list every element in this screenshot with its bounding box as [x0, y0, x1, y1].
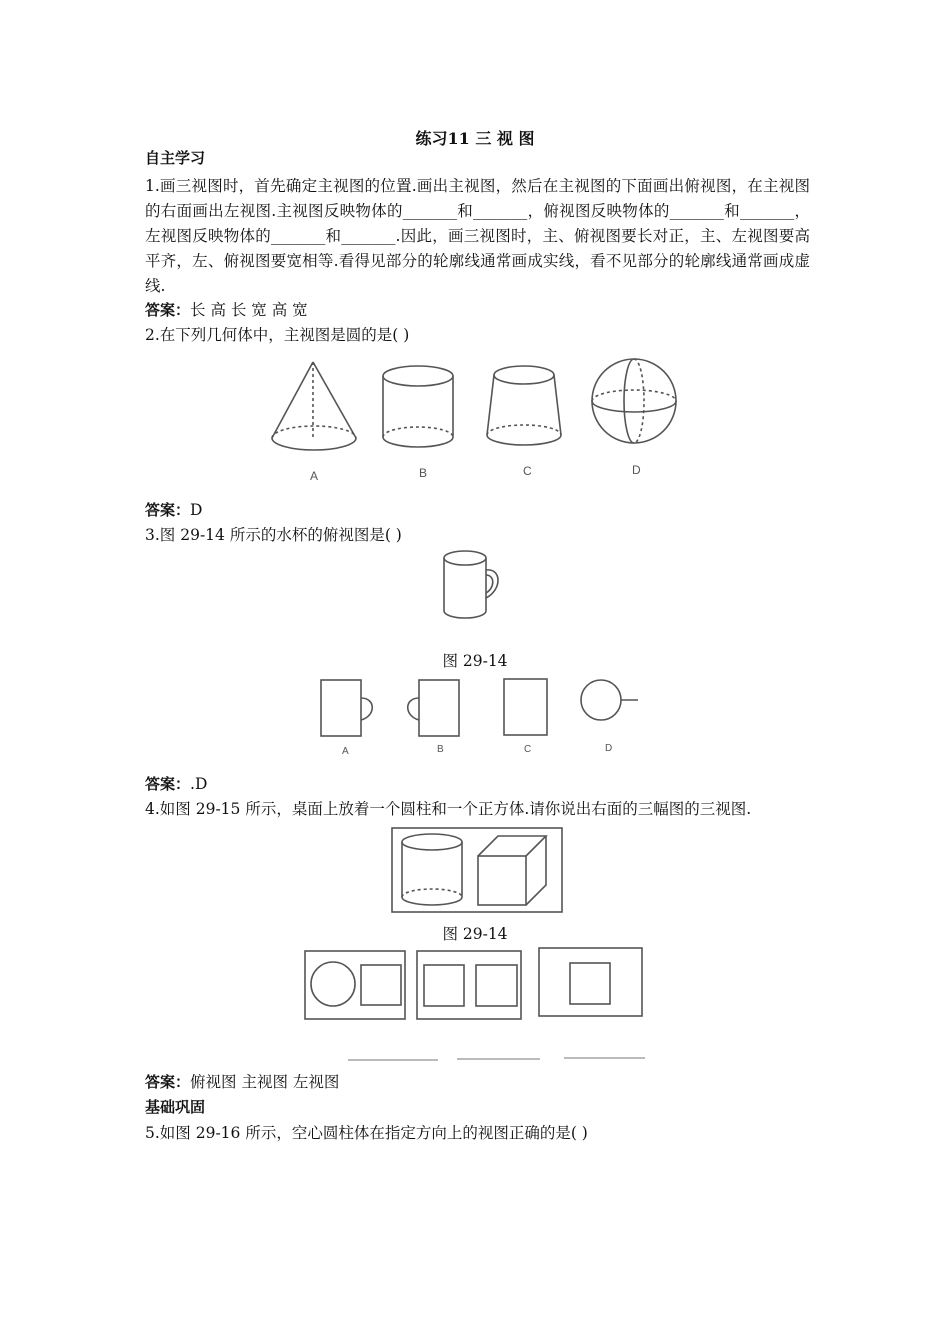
option-label-c: C [524, 744, 532, 755]
question-3-options-figure [300, 672, 650, 762]
sphere-shape [592, 359, 676, 443]
section-heading-basics: 基础巩固 [145, 1098, 206, 1116]
option-label-d: D [605, 743, 613, 754]
question-1-answer [145, 298, 308, 322]
cube-shape [478, 836, 546, 905]
question-4-text: 4.如图 29-15 所示，桌面上放着一个圆柱和一个正方体.请你说出右面的三幅图的三视图. [145, 800, 752, 818]
answer-label: 答案： [145, 501, 191, 519]
question-2-solids-figure [265, 355, 695, 485]
page-title: 练习11 三 视 图 [415, 129, 535, 148]
answer-label: 答案： [145, 775, 191, 793]
option-c-view [504, 679, 547, 735]
answer-label: 答案： [145, 1073, 191, 1091]
view-1 [305, 951, 405, 1019]
answer-value: D [190, 501, 203, 519]
answer-value: .D [190, 775, 208, 793]
option-label-a: A [342, 746, 349, 757]
option-label-b: B [437, 744, 444, 755]
option-b-view [408, 680, 459, 736]
three-views-figure [300, 945, 650, 1065]
cylinder-shape [383, 366, 453, 447]
answer-label: 答案： [145, 301, 191, 319]
section-heading-self-study: 自主学习 [145, 149, 206, 167]
question-3-answer [145, 772, 207, 796]
option-a-view [321, 680, 372, 736]
option-label-a: A [310, 469, 319, 483]
question-5-text: 5.如图 29-16 所示，空心圆柱体在指定方向上的视图正确的是( ) [145, 1124, 588, 1142]
cone-shape [272, 362, 356, 450]
view-2 [417, 951, 521, 1019]
question-2-answer [145, 498, 202, 522]
view-3 [539, 948, 642, 1016]
cylinder-and-cube-figure [390, 826, 565, 916]
figure-caption-29-14: 图 29-14 [442, 652, 508, 670]
option-label-b: B [419, 466, 428, 480]
question-4-answer [145, 1070, 339, 1094]
answer-value: 俯视图 主视图 左视图 [190, 1073, 340, 1091]
frustum-shape [487, 366, 561, 445]
question-3-text: 3.图 29-14 所示的水杯的俯视图是( ) [145, 526, 402, 544]
question-2-text: 2.在下列几何体中，主视图是圆的是( ) [145, 326, 410, 344]
answer-value: 长 高 长 宽 高 宽 [190, 301, 308, 319]
figure-caption-29-14: 图 29-14 [442, 925, 508, 943]
cup-figure [440, 548, 510, 623]
option-label-d: D [632, 463, 641, 477]
question-1-text: 1.画三视图时，首先确定主视图的位置.画出主视图，然后在主视图的下面画出俯视图，在主视图的右面画出左视图.主视图反映物体的_______和_______，俯视图反映物体的_______和_______，左视图反映物体的_______和_______.因此，画三视图时，主、俯视图要长对正，主、左视图要高平齐，左、俯视图要宽相等.看得见部分的轮廓线通常画成实线，看不见部分的轮廓线通常画成虚线. [145, 177, 810, 295]
cylinder-shape [402, 834, 462, 905]
option-d-view [581, 680, 638, 720]
option-label-c: C [523, 464, 532, 478]
